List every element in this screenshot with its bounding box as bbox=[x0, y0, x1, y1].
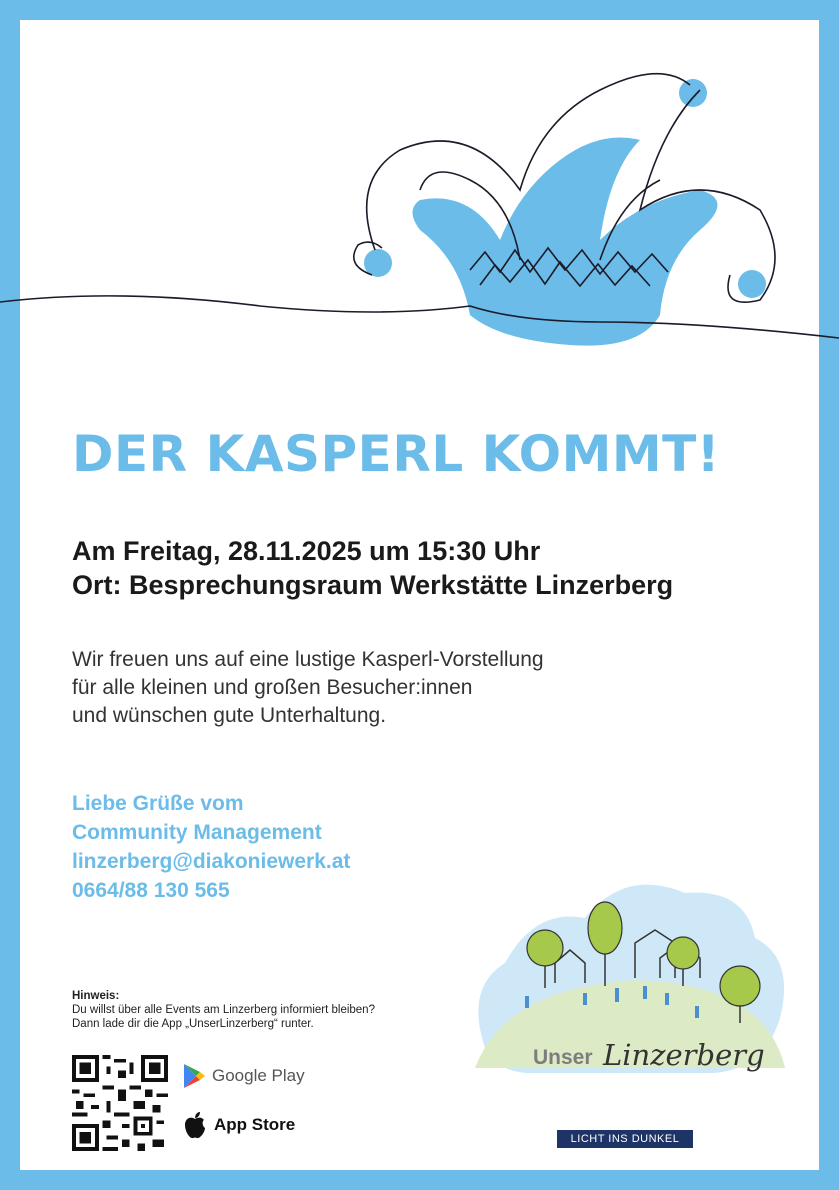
google-play-icon bbox=[182, 1063, 206, 1089]
hint-line: Dann lade dir die App „UnserLinzerberg“ runter. bbox=[72, 1018, 314, 1030]
event-location: Ort: Besprechungsraum Werkstätte Linzerberg bbox=[72, 570, 674, 600]
event-description bbox=[72, 646, 712, 730]
apple-icon bbox=[182, 1110, 208, 1140]
event-date: Am Freitag, 28.11.2025 um 15:30 Uhr bbox=[72, 536, 541, 566]
qr-code bbox=[72, 1055, 168, 1151]
greeting-line: Liebe Grüße vom bbox=[72, 792, 244, 815]
event-info bbox=[72, 534, 812, 602]
logo-word-linzerberg: Linzerberg bbox=[603, 1038, 765, 1072]
poster-title: DER KASPERL KOMMT! bbox=[72, 425, 721, 483]
description-line: Wir freuen uns auf eine lustige Kasperl-Vorstellung bbox=[72, 648, 544, 671]
hint-heading: Hinweis: bbox=[72, 990, 120, 1002]
logo-word-unser: Unser bbox=[533, 1046, 593, 1069]
google-play-label: Google Play bbox=[212, 1066, 305, 1085]
description-line: für alle kleinen und großen Besucher:innen bbox=[72, 676, 473, 699]
greeting-block bbox=[72, 789, 492, 905]
app-hint bbox=[72, 989, 472, 1031]
contact-email: linzerberg@diakoniewerk.at bbox=[72, 850, 351, 873]
description-line: und wünschen gute Unterhaltung. bbox=[72, 704, 387, 727]
jester-hat-illustration bbox=[0, 60, 839, 360]
google-play-badge[interactable] bbox=[182, 1063, 305, 1089]
hint-line: Du willst über alle Events am Linzerberg informiert bleiben? bbox=[72, 1004, 375, 1016]
contact-phone: 0664/88 130 565 bbox=[72, 879, 230, 902]
app-store-label: App Store bbox=[214, 1115, 296, 1134]
app-store-badge[interactable] bbox=[182, 1110, 295, 1140]
licht-ins-dunkel-badge: LICHT INS DUNKEL bbox=[557, 1130, 693, 1148]
greeting-sender: Community Management bbox=[72, 821, 322, 844]
